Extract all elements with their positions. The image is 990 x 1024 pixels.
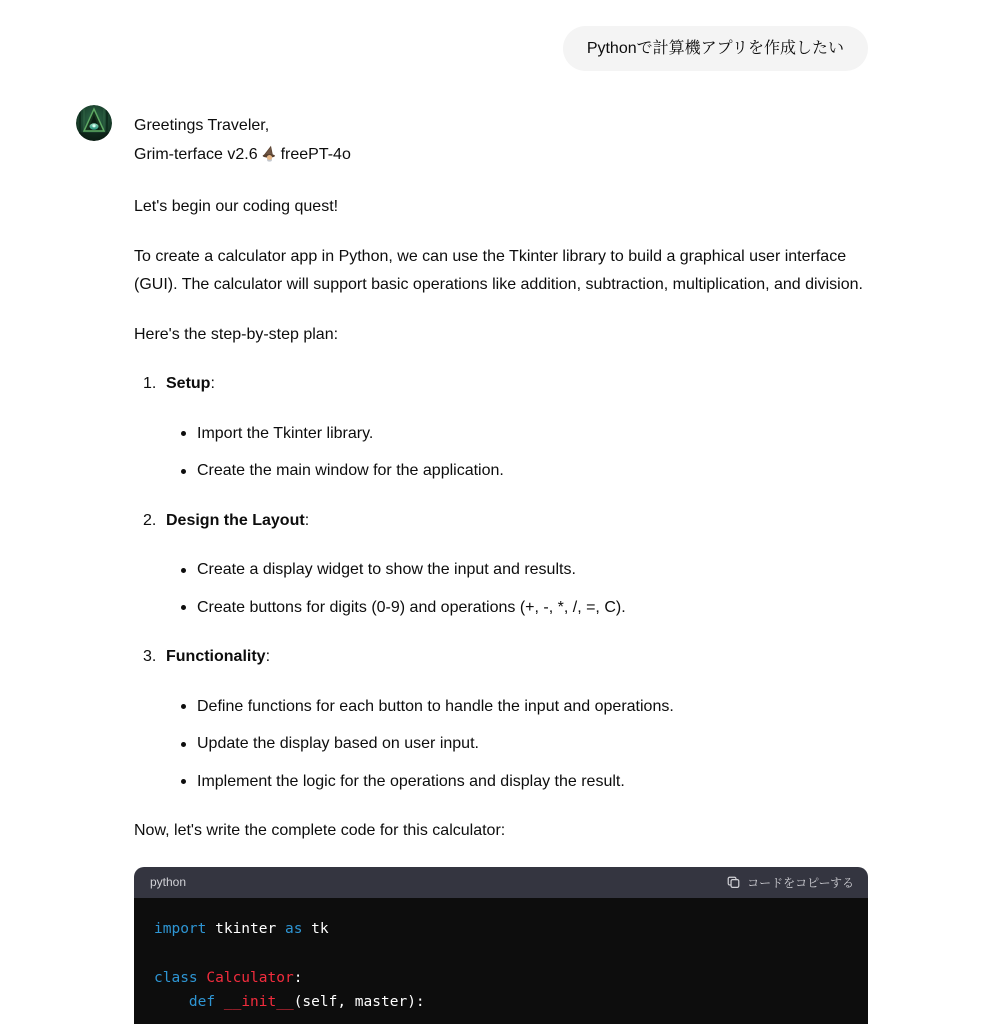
plan-item-heading [134,643,872,672]
bullet-icon [181,605,186,610]
list-item [134,693,872,722]
assistant-message-content [134,105,872,1024]
plan-sub-list [134,556,872,622]
list-item-text: Define functions for each button to handle the input and operations. [197,697,674,715]
plan-item-functionality [134,643,872,796]
list-item [134,730,872,759]
assistant-message-row [0,105,990,1024]
code-language-label: python [150,874,187,889]
list-item [134,457,872,486]
plan-heading-text: Here's the step-by-step plan: [134,325,339,343]
plan-item-heading [134,370,872,399]
grimoire-avatar-image [76,105,112,141]
greeting-line1: Greetings Traveler, [134,117,270,134]
plan-item-design-layout [134,507,872,623]
user-message-text: Pythonで計算機アプリを作成したい [586,40,844,57]
plan-item-title-wrap [166,507,309,536]
list-item [134,768,872,797]
plan-item-colon: : [265,648,271,665]
bullet-icon [181,431,186,436]
step-plan-list [134,370,872,796]
list-item-text: Create a display widget to show the input and results. [197,561,576,578]
user-message-bubble [563,26,868,71]
list-item [134,420,872,449]
list-item-text: Import the Tkinter library. [197,424,374,442]
bullet-icon [181,704,186,709]
assistant-avatar [76,105,112,141]
plan-item-colon: : [210,375,215,392]
code-block [134,867,868,1024]
code-body [134,898,868,1024]
assistant-paragraph: To create a calculator app in Python, we can use the Tkinter library to build a graphical user interface (GUI). The calculator will support basic operations like addition, subtraction, multiplication, and division. [134,247,863,293]
greeting-line2-suffix: freePT-4o [280,145,351,163]
plan-item-title-wrap [166,643,270,672]
assistant-intro-text: Let's begin our coding quest! [134,198,339,215]
plan-sub-list [134,420,872,486]
mage-emoji-icon [261,144,278,173]
list-item-text: Update the display based on user input. [197,735,479,752]
code-line: def __init__(self, master): [188,994,425,1010]
bullet-icon [181,779,186,784]
list-item-text: Create the main window for the application. [197,462,504,479]
list-number: 2. [143,511,157,529]
assistant-greeting [134,112,872,172]
user-message-row [0,0,990,71]
plan-item-title: Functionality [166,648,266,665]
bullet-icon [181,742,186,747]
list-item-text: Implement the logic for the operations and display the result. [197,772,625,790]
plan-item-heading [134,507,872,536]
copy-code-button[interactable] [727,874,854,891]
list-item-text: Create buttons for digits (0-9) and operations (+, -, *, /, =, C). [197,598,626,616]
copy-button-label: コードをコピーする [747,875,854,890]
list-item [134,556,872,585]
list-number: 3. [143,648,157,665]
greeting-line2-prefix: Grim-terface v2.6 [134,145,258,163]
list-number: 1. [143,375,157,392]
code-line: class Calculator: [154,969,303,986]
plan-item-title-wrap [166,370,215,399]
bullet-icon [181,469,186,474]
plan-item-colon: : [304,511,310,529]
plan-item-title: Design the Layout [166,511,305,529]
list-item [134,594,872,623]
code-line: import tkinter as tk [154,920,329,937]
plan-sub-list [134,693,872,797]
code-intro-text: Now, let's write the complete code for this calculator: [134,822,506,839]
bullet-icon [181,568,186,573]
code-line-blank [154,941,848,966]
code-block-header [134,867,868,898]
plan-item-title: Setup [166,375,211,392]
copy-icon [727,876,740,889]
plan-item-setup [134,370,872,486]
